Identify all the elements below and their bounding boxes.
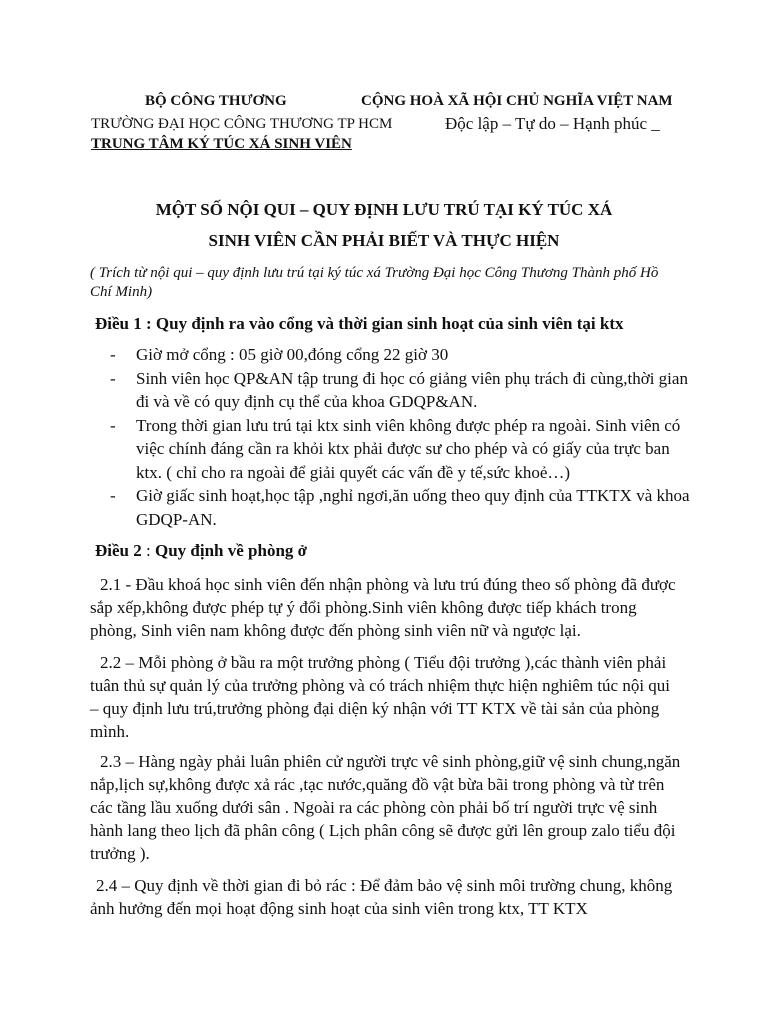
paragraph-2-4: 2.4 – Quy định về thời gian đi bỏ rác : Để đảm bảo vệ sinh môi trường chung, không ảnh hưởng đến mọi hoạt động sinh hoạt của sinh viên trong ktx, TT KTX bbox=[90, 876, 673, 918]
list-item-text: Trong thời gian lưu trú tại ktx sinh viên không được phép ra ngoài. Sinh viên có việc chính đáng cần ra khỏi ktx phải được sư cho phép và có giấy của trực ban ktx. ( chỉ cho ra ngoài để giải quyết các vấn đề y tế,sức khoẻ…) bbox=[136, 415, 681, 482]
dormitory-center-name: TRUNG TÂM KÝ TÚC XÁ SINH VIÊN bbox=[91, 136, 352, 152]
paragraph-2-1: 2.1 - Đầu khoá học sinh viên đến nhận phòng và lưu trú đúng theo số phòng đã được sắp xếp,không được phép tự ý đổi phòng.Sinh viên không được tiếp khách trong phòng, Sinh viên nam không được đến phòng sinh viên nữ và ngược lại. bbox=[90, 575, 676, 640]
bullet-dash: - bbox=[110, 486, 116, 505]
list-item-text: Giờ giấc sinh hoạt,học tập ,nghỉ ngơi,ăn uống theo quy định của TTKTX và khoa GDQP-AN. bbox=[136, 486, 690, 529]
article-1-heading: Điều 1 : Quy định ra vào cổng và thời gian sinh hoạt của sinh viên tại ktx bbox=[95, 314, 624, 333]
list-item bbox=[110, 414, 690, 485]
article-2-title: Quy định về phòng ở bbox=[154, 541, 308, 560]
national-motto: Độc lập – Tự do – Hạnh phúc _ bbox=[445, 114, 660, 133]
list-item bbox=[110, 484, 690, 531]
country-name: CỘNG HOÀ XÃ HỘI CHỦ NGHĨA VIỆT NAM bbox=[361, 93, 673, 109]
list-item bbox=[110, 343, 690, 367]
ministry-name: BỘ CÔNG THƯƠNG bbox=[145, 93, 287, 109]
paragraph-2-3: 2.3 – Hàng ngày phải luân phiên cử người trực vê sinh phòng,giữ vệ sinh chung,ngăn nắp,lịch sự,không được xả rác ,tạc nước,quăng đồ vật bừa bãi trong phòng và từ trên các tầng lầu xuống dưới sân . Ngoài ra các phòng còn phải bố trí người trực vệ sinh hành lang theo lịch đã phân công ( Lịch phân công sẽ được gửi lên group zalo tiểu đội trưởng ). bbox=[90, 752, 681, 863]
source-note: ( Trích từ nội qui – quy định lưu trú tại ký túc xá Trường Đại học Công Thương Thành phố Hồ Chí Minh) bbox=[90, 265, 659, 300]
article-2-separator: : bbox=[141, 541, 155, 560]
bullet-dash: - bbox=[110, 415, 116, 435]
list-item-text: Giờ mở cổng : 05 giờ 00,đóng cổng 22 giờ 30 bbox=[136, 345, 449, 364]
article-2-heading bbox=[95, 541, 307, 561]
bullet-dash: - bbox=[110, 368, 116, 388]
list-item bbox=[110, 367, 690, 414]
list-item-text: Sinh viên học QP&AN tập trung đi học có giảng viên phụ trách đi cùng,thời gian đi và về có quy định cụ thể của khoa GDQP&AN. bbox=[136, 368, 688, 411]
university-name: TRƯỜNG ĐẠI HỌC CÔNG THƯƠNG TP HCM bbox=[91, 116, 393, 132]
article-2-label: Điều 2 bbox=[95, 541, 142, 560]
document-title-line-1: MỘT SỐ NỘI QUI – QUY ĐỊNH LƯU TRÚ TẠI KÝ TÚC XÁ bbox=[155, 200, 613, 219]
document-title-line-2: SINH VIÊN CẦN PHẢI BIẾT VÀ THỰC HIỆN bbox=[208, 231, 560, 250]
bullet-dash: - bbox=[110, 345, 116, 364]
article-1-list bbox=[110, 343, 690, 531]
paragraph-2-2: 2.2 – Mỗi phòng ở bầu ra một trưởng phòng ( Tiểu đội trưởng ),các thành viên phải tuân thủ sự quản lý của trưởng phòng và có trách nhiệm thực hiện nghiêm túc nội qui – quy định lưu trú,trưởng phòng đại diện ký nhận với TT KTX về tài sản của phòng mình. bbox=[90, 653, 671, 741]
